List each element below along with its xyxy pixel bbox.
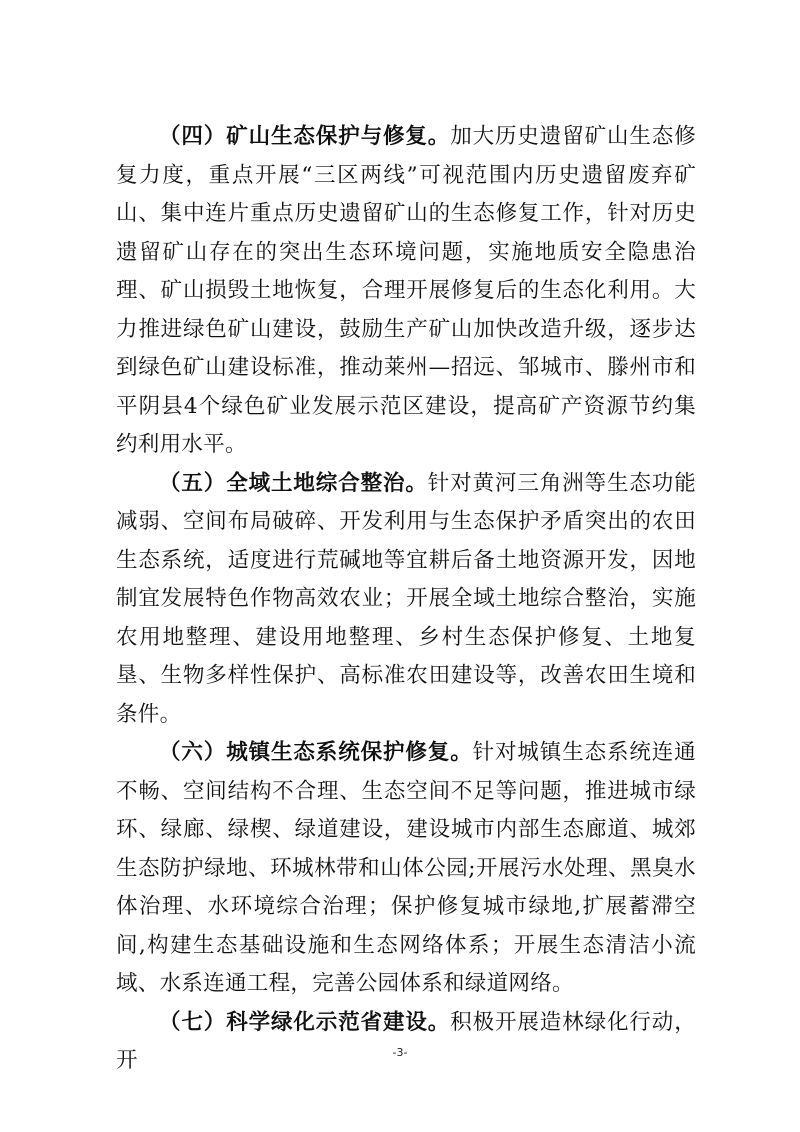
paragraph-text: 加大历史遗留矿山生态修复力度，重点开展“三区两线”可视范围内历史遗留废弃矿山、集中连片重点历史遗留矿山的生态修复工作，针对历史遗留矿山存在的突出生态环境问题，实施地质安全隐患治理、矿山损毁土地恢复，合理开展修复后的生态化利用。大力推进绿色矿山建设，鼓励生产矿山加快改造升级，逐步达到绿色矿山建设标准，推动莱州—招远、邹城市、滕州市和平阴县4个绿色矿业发展示范区建设，提高矿产资源节约集约利用水平。 [116,124,696,457]
paragraph-text: 针对城镇生态系统连通不畅、空间结构不合理、生态空间不足等问题，推进城市绿环、绿廊、绿楔、绿道建设，建设城市内部生态廊道、城郊生态防护绿地、环城林带和山体公园;开展污水处理、黑臭水体治理、水环境综合治理；保护修复城市绿地,扩展蓄滞空间,构建生态基础设施和生态网络体系；开展生态清洁小流域、水系连通工程，完善公园体系和绿道网络。 [116,740,696,996]
paragraph-heading: （四）矿山生态保护与修复。 [159,124,451,149]
paragraph-greening-province [116,1004,696,1081]
page-number: -3- [392,1046,408,1059]
paragraph-land-consolidation [116,465,696,735]
paragraph-heading: （六）城镇生态系统保护修复。 [159,740,473,765]
paragraph-text: 积极开展造林绿化行动，开 [116,1009,696,1073]
paragraph-mine-ecology [116,118,696,465]
paragraph-text: 针对黄河三角洲等生态功能减弱、空间布局破碎、开发利用与生态保护矛盾突出的农田生态系统，适度进行荒碱地等宜耕后备土地资源开发，因地制宜发展特色作物高效农业；开展全域土地综合整治，实施农用地整理、建设用地整理、乡村生态保护修复、土地复垦、生物多样性保护、高标准农田建设等，改善农田生境和条件。 [116,470,696,727]
paragraph-urban-ecosystem [116,734,696,1004]
paragraph-heading: （七）科学绿化示范省建设。 [159,1009,451,1035]
paragraph-heading: （五）全域土地综合整治。 [159,470,428,496]
document-body [116,118,696,1081]
